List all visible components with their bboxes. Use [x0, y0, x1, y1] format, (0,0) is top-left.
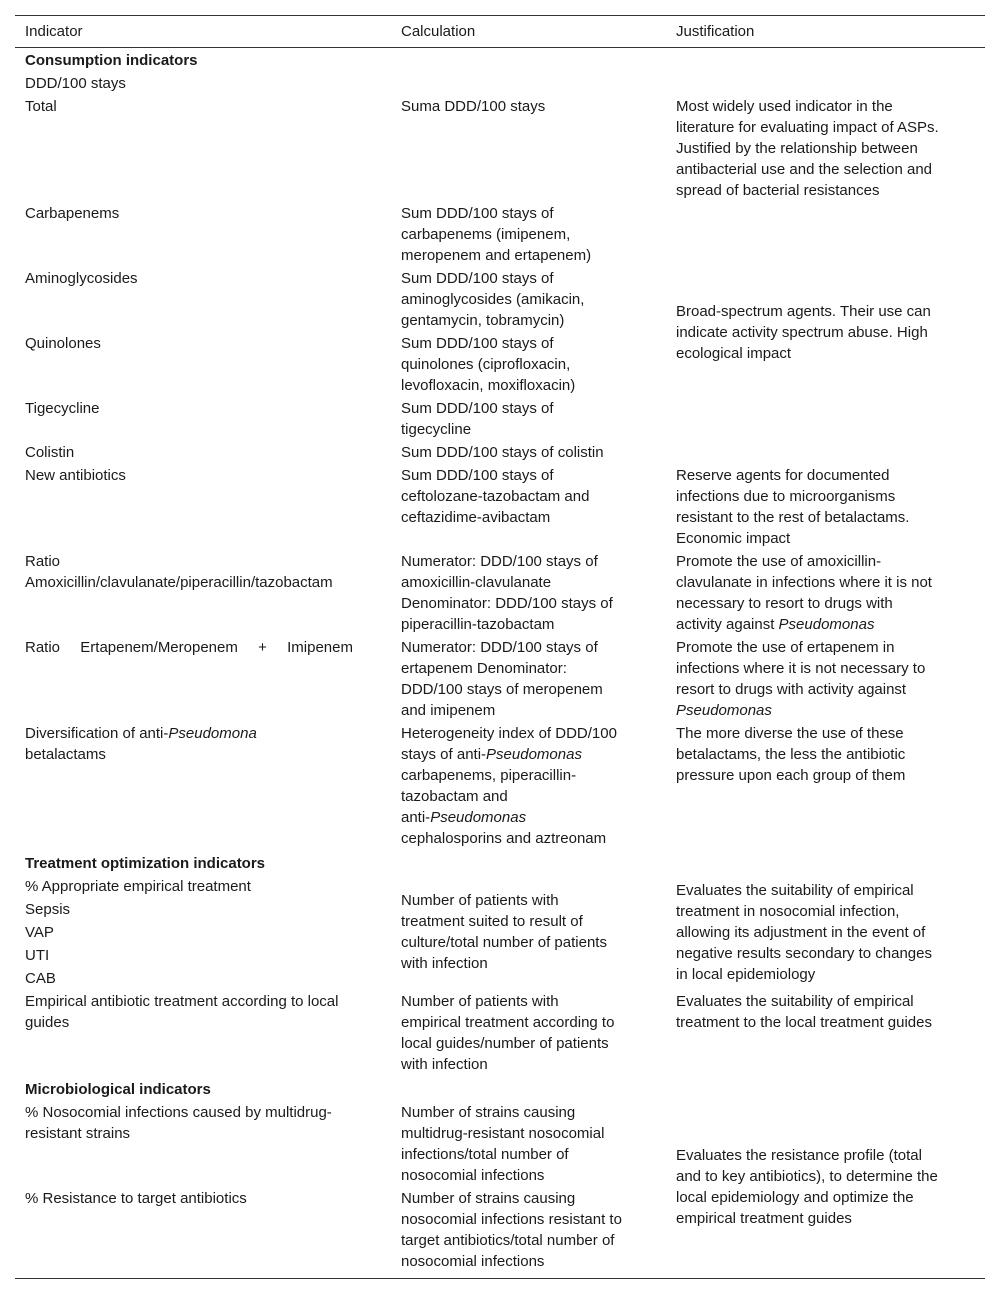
calculation-cell-line: carbapenems (imipenem, — [401, 226, 571, 243]
justification-cell-line: resistant to the rest of betalactams. — [676, 509, 910, 526]
justification-cell-line: in local epidemiology — [676, 966, 816, 983]
indicator-cell-line: % Appropriate empirical treatment — [25, 878, 251, 895]
justification-cell-line: Evaluates the resistance profile (total — [676, 1147, 922, 1164]
indicator-cell-line: New antibiotics — [25, 467, 126, 484]
justification-cell-line: The more diverse the use of these — [676, 725, 904, 742]
calculation-cell-line: amoxicillin-clavulanate — [401, 574, 552, 591]
section-title-treatment: Treatment optimization indicators — [25, 855, 266, 872]
header-bottom-rule — [15, 47, 985, 48]
calculation-cell-line: Number of strains causing — [401, 1190, 576, 1207]
calculation-cell-line: with infection — [401, 955, 488, 972]
justification-cell-line: betalactams, the less the antibiotic — [676, 746, 906, 763]
column-header-calculation: Calculation — [401, 23, 476, 40]
calculation-cell-line: Denominator: DDD/100 stays of — [401, 595, 613, 612]
justification-cell-line: infections where it is not necessary to — [676, 660, 926, 677]
justification-cell-line: antibacterial use and the selection and — [676, 161, 933, 178]
indicator-cell-line: % Nosocomial infections caused by multidrug- — [25, 1104, 332, 1121]
calculation-cell-line: target antibiotics/total number of — [401, 1232, 615, 1249]
justification-cell-line — [676, 700, 772, 721]
calculation-cell-line: Number of strains causing — [401, 1104, 576, 1121]
indicator-cell-line — [25, 723, 257, 744]
justification-cell-line: treatment to the local treatment guides — [676, 1014, 932, 1031]
justification-cell-line: Promote the use of ertapenem in — [676, 639, 895, 656]
calculation-cell-line: ceftolozane-tazobactam and — [401, 488, 590, 505]
calculation-cell-line: Sum DDD/100 stays of — [401, 205, 554, 222]
calculation-cell-line: empirical treatment according to — [401, 1014, 615, 1031]
italic-term: Pseudomonas — [486, 746, 582, 763]
table-bottom-rule — [15, 1278, 985, 1279]
justification-cell-line: Most widely used indicator in the — [676, 98, 893, 115]
text-segment: activity against — [676, 616, 779, 633]
indicator-cell-line: Quinolones — [25, 335, 101, 352]
justification-cell-line: negative results secondary to changes — [676, 945, 932, 962]
calculation-cell-line — [401, 807, 526, 828]
calculation-cell-line: tigecycline — [401, 421, 472, 438]
indicator-cell-line: Colistin — [25, 444, 75, 461]
calculation-cell-line: levofloxacin, moxifloxacin) — [401, 377, 576, 394]
indicator-cell-line: VAP — [25, 924, 54, 941]
calculation-cell-line: multidrug-resistant nosocomial — [401, 1125, 605, 1142]
calculation-cell-line: Numerator: DDD/100 stays of — [401, 553, 598, 570]
justification-cell-line: pressure upon each group of them — [676, 767, 906, 784]
calculation-cell-line: Number of patients with — [401, 993, 559, 1010]
justification-cell-line: literature for evaluating impact of ASPs. — [676, 119, 939, 136]
calculation-cell-line: Sum DDD/100 stays of — [401, 467, 554, 484]
indicator-cell-line: resistant strains — [25, 1125, 131, 1142]
indicator-cell-line: CAB — [25, 970, 56, 987]
justification-cell-line: Reserve agents for documented — [676, 467, 890, 484]
calculation-cell-line: ertapenem Denominator: — [401, 660, 567, 677]
indicator-cell-line: % Resistance to target antibiotics — [25, 1190, 247, 1207]
indicator-cell-line: Aminoglycosides — [25, 270, 138, 287]
justification-cell-line: Promote the use of amoxicillin- — [676, 553, 882, 570]
calculation-cell-line: nosocomial infections resistant to — [401, 1211, 622, 1228]
section-title-consumption: Consumption indicators — [25, 52, 198, 69]
italic-term: Pseudomonas — [676, 702, 772, 719]
calculation-cell-line: ceftazidime-avibactam — [401, 509, 551, 526]
calculation-cell-line: nosocomial infections — [401, 1253, 545, 1270]
calculation-cell-line: Sum DDD/100 stays of — [401, 270, 554, 287]
calculation-cell-line: cephalosporins and aztreonam — [401, 830, 607, 847]
calculation-cell-line: Heterogeneity index of DDD/100 — [401, 725, 617, 742]
calculation-cell-line: DDD/100 stays of meropenem — [401, 681, 603, 698]
table-top-rule — [15, 15, 985, 16]
indicator-cell-line: Amoxicillin/clavulanate/piperacillin/tazobactam — [25, 574, 333, 591]
justification-cell-line: clavulanate in infections where it is not — [676, 574, 932, 591]
justification-cell-line: local epidemiology and optimize the — [676, 1189, 914, 1206]
justification-cell-line: Justified by the relationship between — [676, 140, 918, 157]
justification-cell-line: Economic impact — [676, 530, 791, 547]
justification-cell-line: resort to drugs with activity against — [676, 681, 907, 698]
indicator-cell-line: Empirical antibiotic treatment according to local — [25, 993, 339, 1010]
justification-cell-line: spread of bacterial resistances — [676, 182, 880, 199]
justification-cell-line: necessary to resort to drugs with — [676, 595, 893, 612]
italic-term: Pseudomonas — [430, 809, 527, 826]
calculation-cell-line: meropenem and ertapenem) — [401, 247, 592, 264]
text-segment: anti- — [401, 809, 431, 826]
italic-term: Pseudomona — [168, 725, 257, 742]
calculation-cell-line — [401, 744, 582, 765]
calculation-cell-line: piperacillin-tazobactam — [401, 616, 555, 633]
indicator-cell-line: Total — [25, 98, 57, 115]
indicator-cell-line: guides — [25, 1014, 70, 1031]
calculation-cell-line: with infection — [401, 1056, 488, 1073]
justification-cell-line: allowing its adjustment in the event of — [676, 924, 926, 941]
calculation-cell-line: and imipenem — [401, 702, 496, 719]
calculation-cell-line: gentamycin, tobramycin) — [401, 312, 565, 329]
column-header-justification: Justification — [676, 23, 755, 40]
indicator-cell-line: Ratio — [25, 553, 61, 570]
section-subtitle-ddd: DDD/100 stays — [25, 75, 126, 92]
text-segment: Diversification of anti- — [25, 725, 169, 742]
text-segment: stays of anti- — [401, 746, 487, 763]
indicator-cell-line: Tigecycline — [25, 400, 100, 417]
indicator-cell-line: UTI — [25, 947, 50, 964]
justification-cell-line: Broad-spectrum agents. Their use can — [676, 303, 931, 320]
calculation-cell-line: Number of patients with — [401, 892, 559, 909]
calculation-cell-line: treatment suited to result of — [401, 913, 583, 930]
calculation-cell-line: infections/total number of — [401, 1146, 569, 1163]
calculation-cell-line: aminoglycosides (amikacin, — [401, 291, 585, 308]
justification-cell-line — [676, 614, 874, 635]
column-header-indicator: Indicator — [25, 23, 83, 40]
calculation-cell-line: nosocomial infections — [401, 1167, 545, 1184]
indicator-cell-line: Carbapenems — [25, 205, 120, 222]
indicator-cell-line: Sepsis — [25, 901, 71, 918]
calculation-cell-line: tazobactam and — [401, 788, 508, 805]
calculation-cell-line: carbapenems, piperacillin- — [401, 767, 577, 784]
indicator-cell-line: betalactams — [25, 746, 106, 763]
justification-cell-line: ecological impact — [676, 345, 792, 362]
justification-cell-line: empirical treatment guides — [676, 1210, 852, 1227]
justification-cell-line: indicate activity spectrum abuse. High — [676, 324, 928, 341]
italic-term: Pseudomonas — [778, 616, 875, 633]
indicator-cell-line: Ratio Ertapenem/Meropenem + Imipenem — [25, 639, 353, 656]
justification-cell-line: and to key antibiotics), to determine the — [676, 1168, 938, 1185]
justification-cell-line: treatment in nosocomial infection, — [676, 903, 900, 920]
justification-cell-line: Evaluates the suitability of empirical — [676, 882, 914, 899]
calculation-cell-line: culture/total number of patients — [401, 934, 607, 951]
calculation-cell-line: local guides/number of patients — [401, 1035, 609, 1052]
calculation-cell-line: Sum DDD/100 stays of — [401, 335, 554, 352]
calculation-cell-line: Sum DDD/100 stays of — [401, 400, 554, 417]
justification-cell-line: Evaluates the suitability of empirical — [676, 993, 914, 1010]
section-title-microbiological: Microbiological indicators — [25, 1081, 211, 1098]
calculation-cell-line: quinolones (ciprofloxacin, — [401, 356, 571, 373]
calculation-cell-line: Sum DDD/100 stays of colistin — [401, 444, 604, 461]
calculation-cell-line: Numerator: DDD/100 stays of — [401, 639, 598, 656]
justification-cell-line: infections due to microorganisms — [676, 488, 896, 505]
calculation-cell-line: Suma DDD/100 stays — [401, 98, 546, 115]
